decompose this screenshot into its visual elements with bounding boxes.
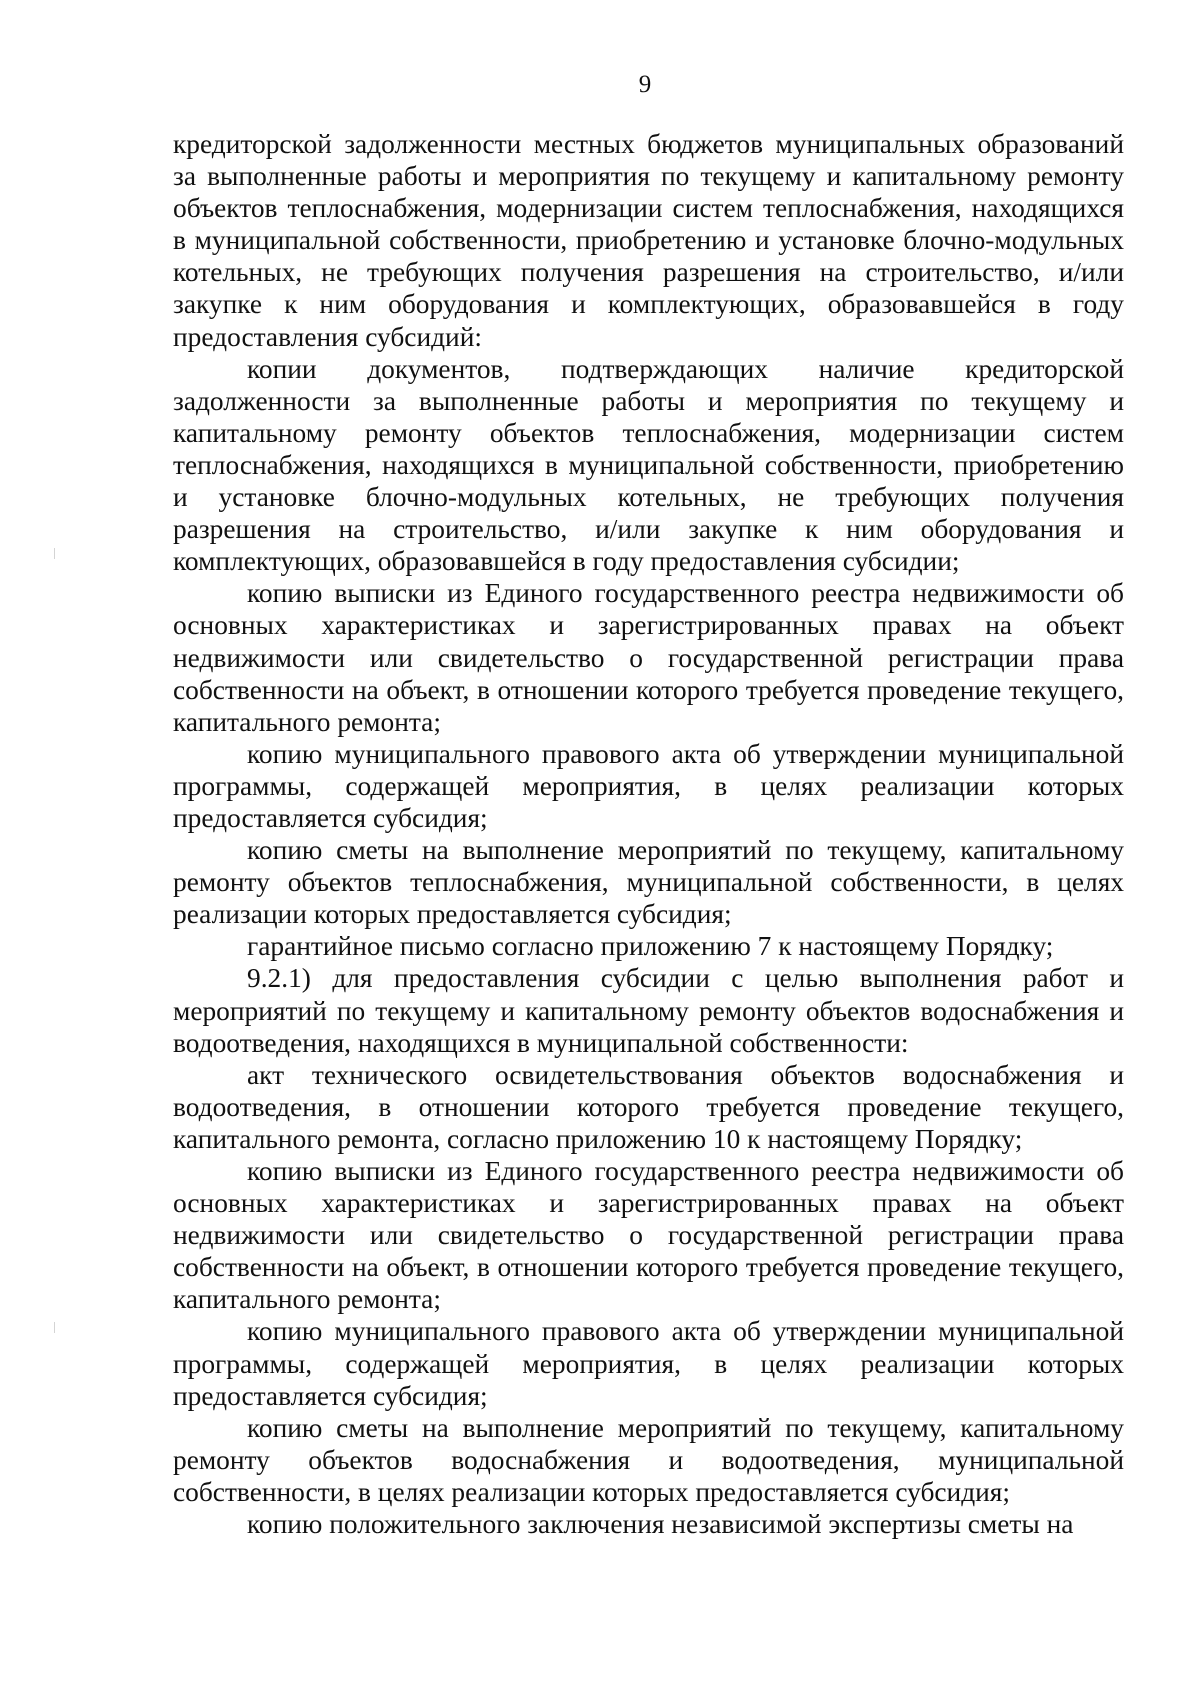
scan-artifact — [54, 548, 55, 559]
scan-artifact — [54, 1322, 55, 1333]
paragraph: копию муниципального правового акта об утверждении муниципальной программы, содержащей мероприятия, в целях реализации которых предоставляется субсидия; — [173, 738, 1124, 833]
paragraph: копию сметы на выполнение мероприятий по текущему, капитальному ремонту объектов теплоснабжения, муниципальной собственности, в целях реализации которых предоставляется субсидия; — [173, 835, 1124, 930]
paragraph: копию выписки из Единого государственного реестра недвижимости об основных характеристиках и зарегистрированных правах на объект недвижимости или свидетельство о государственной регистрации права собственности на объект, в отношении которого требуется проведение текущего, капитального ремонта; — [173, 578, 1124, 737]
paragraph: кредиторской задолженности местных бюджетов муниципальных образований за выполненные работы и мероприятия по текущему и капитальному ремонту объектов теплоснабжения, модернизации систем теплоснабжения, находящихся в муниципальной собственности, приобретению и установке блочно-модульных котельных, не требующих получения разрешения на строительство, и/или закупке к ним оборудования и комплектующих, образовавшейся в году предоставления субсидий: — [173, 129, 1124, 352]
paragraph: копию сметы на выполнение мероприятий по текущему, капитальному ремонту объектов водоснабжения и водоотведения, муниципальной собственности, в целях реализации которых предоставляется субсидия; — [173, 1412, 1124, 1507]
paragraph: копию положительного заключения независимой экспертизы сметы на — [247, 1509, 1074, 1540]
paragraph: копию выписки из Единого государственного реестра недвижимости об основных характеристиках и зарегистрированных правах на объект недвижимости или свидетельство о государственной регистрации права собственности на объект, в отношении которого требуется проведение текущего, капитального ремонта; — [173, 1156, 1124, 1315]
paragraph: копии документов, подтверждающих наличие кредиторской задолженности за выполненные работы и мероприятия по текущему и капитальному ремонту объектов теплоснабжения, модернизации систем теплоснабжения, находящихся в муниципальной собственности, приобретению и установке блочно-модульных котельных, не требующих получения разрешения на строительство, и/или закупке к ним оборудования и комплектующих, образовавшейся в году предоставления субсидии; — [173, 353, 1124, 577]
paragraph: копию муниципального правового акта об утверждении муниципальной программы, содержащей мероприятия, в целях реализации которых предоставляется субсидия; — [173, 1316, 1124, 1411]
paragraph: 9.2.1) для предоставления субсидии с целью выполнения работ и мероприятий по текущему и капитальному ремонту объектов водоснабжения и водоотведения, находящихся в муниципальной собственности: — [173, 963, 1124, 1058]
page-number: 9 — [638, 71, 652, 98]
document-body — [173, 128, 1124, 1540]
paragraph: гарантийное письмо согласно приложению 7 к настоящему Порядку; — [247, 931, 1054, 962]
paragraph: акт технического освидетельствования объектов водоснабжения и водоотведения, в отношении которого требуется проведение текущего, капитального ремонта, согласно приложению 10 к настоящему Порядку; — [173, 1059, 1124, 1154]
